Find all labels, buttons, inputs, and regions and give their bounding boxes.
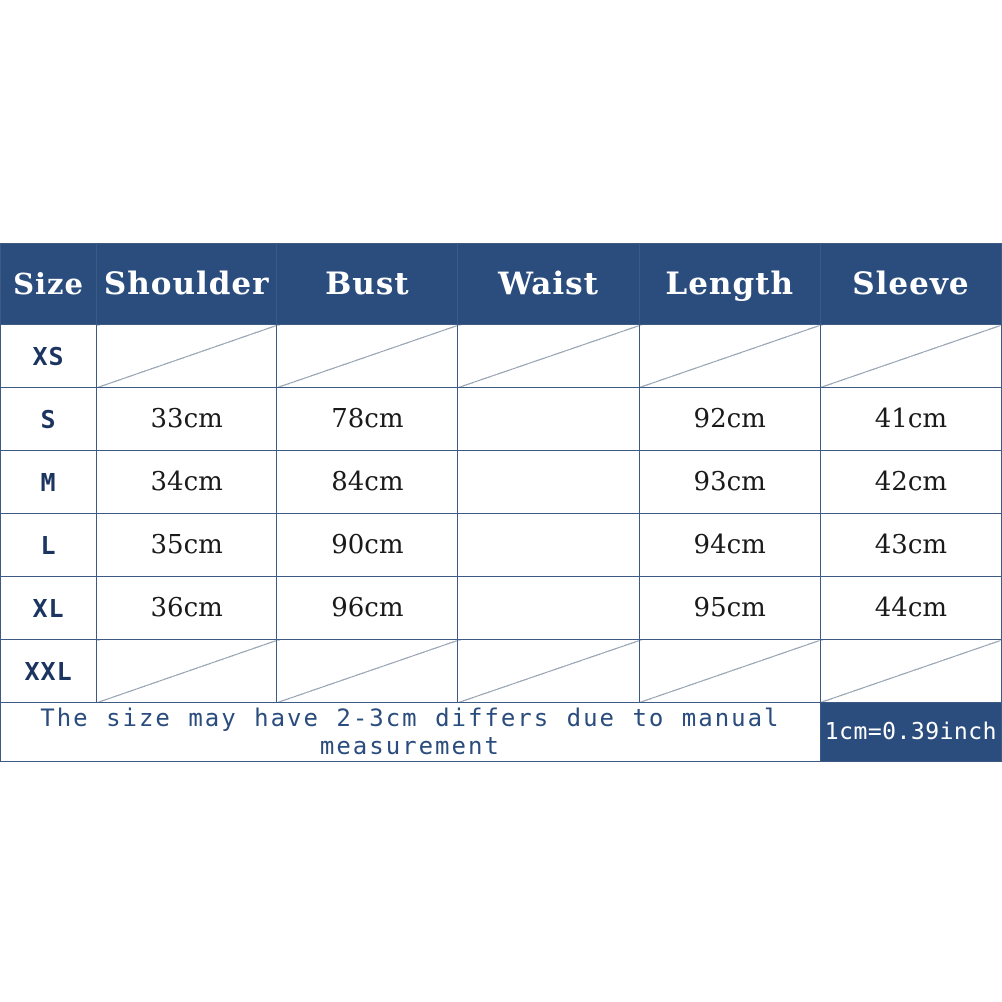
table-row xyxy=(1,514,1002,577)
cell-bust: 90cm xyxy=(277,514,458,577)
cell-sleeve: 41cm xyxy=(820,388,1001,451)
cell-bust: 96cm xyxy=(277,577,458,640)
column-header-shoulder: Shoulder xyxy=(97,244,277,325)
cell-shoulder: 35cm xyxy=(97,514,277,577)
cell-length: 93cm xyxy=(639,451,820,514)
measurement-note: The size may have 2-3cm differs due to manual measurement xyxy=(1,703,820,761)
cell-bust xyxy=(277,640,458,703)
cell-size: M xyxy=(1,451,97,514)
header-row xyxy=(1,244,1002,325)
cell-shoulder: 34cm xyxy=(97,451,277,514)
cell-sleeve xyxy=(820,325,1001,388)
size-chart-table xyxy=(0,243,1002,762)
cell-size: XS xyxy=(1,325,97,388)
column-header-sleeve: Sleeve xyxy=(820,244,1001,325)
cell-size: S xyxy=(1,388,97,451)
column-header-waist: Waist xyxy=(458,244,639,325)
measurement-note-cell xyxy=(1,703,821,762)
cell-sleeve xyxy=(820,640,1001,703)
cell-shoulder: 33cm xyxy=(97,388,277,451)
table-row xyxy=(1,451,1002,514)
table-row xyxy=(1,577,1002,640)
cell-sleeve: 43cm xyxy=(820,514,1001,577)
table-row xyxy=(1,325,1002,388)
cell-length: 95cm xyxy=(639,577,820,640)
cell-sleeve: 42cm xyxy=(820,451,1001,514)
unit-conversion-note: 1cm=0.39inch xyxy=(821,703,1001,761)
cell-size: XL xyxy=(1,577,97,640)
cell-waist xyxy=(458,577,639,640)
cell-shoulder xyxy=(97,640,277,703)
column-header-bust: Bust xyxy=(277,244,458,325)
cell-shoulder: 36cm xyxy=(97,577,277,640)
cell-shoulder xyxy=(97,325,277,388)
cell-size: L xyxy=(1,514,97,577)
cell-length xyxy=(639,640,820,703)
cell-bust xyxy=(277,325,458,388)
cell-waist xyxy=(458,451,639,514)
table-footer-row xyxy=(1,703,1002,762)
cell-waist xyxy=(458,514,639,577)
cell-waist xyxy=(458,640,639,703)
table-row xyxy=(1,388,1002,451)
table-body xyxy=(1,325,1002,762)
cell-length: 92cm xyxy=(639,388,820,451)
cell-length xyxy=(639,325,820,388)
column-header-size: Size xyxy=(1,244,97,325)
cell-length: 94cm xyxy=(639,514,820,577)
table-header xyxy=(1,244,1002,325)
cell-sleeve: 44cm xyxy=(820,577,1001,640)
cell-bust: 78cm xyxy=(277,388,458,451)
cell-bust: 84cm xyxy=(277,451,458,514)
column-header-length: Length xyxy=(639,244,820,325)
cell-size: XXL xyxy=(1,640,97,703)
size-chart-table-wrapper xyxy=(0,243,1002,762)
cell-waist xyxy=(458,388,639,451)
table-row xyxy=(1,640,1002,703)
cell-waist xyxy=(458,325,639,388)
unit-conversion-cell xyxy=(820,703,1001,762)
